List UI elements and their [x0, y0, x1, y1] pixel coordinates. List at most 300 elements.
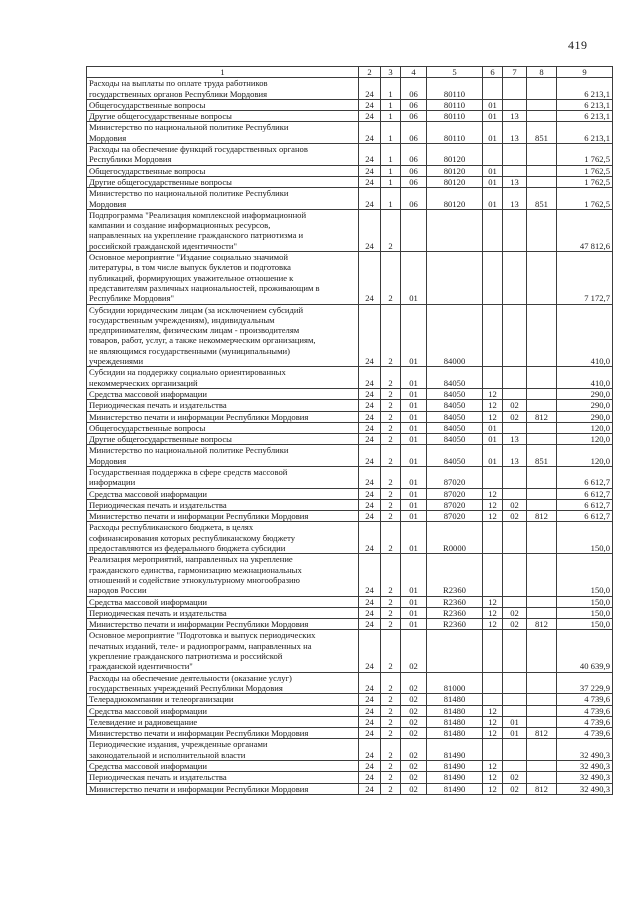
code-cell-c5: 81490: [427, 739, 483, 761]
amount-cell: 6 612,7: [557, 511, 613, 522]
code-cell-c7: [503, 739, 527, 761]
code-cell-c8: [527, 772, 557, 783]
code-cell-c2: 24: [359, 78, 381, 100]
code-cell-c7: [503, 694, 527, 705]
amount-cell: 6 612,7: [557, 499, 613, 510]
amount-cell: 290,0: [557, 400, 613, 411]
code-cell-c4: 01: [401, 411, 427, 422]
code-cell-c3: 2: [381, 761, 401, 772]
code-cell-c2: 24: [359, 488, 381, 499]
header-cell-col-5: 5: [427, 67, 483, 78]
header-cell-col-3: 3: [381, 67, 401, 78]
code-cell-c7: [503, 252, 527, 304]
header-cell-col-9: 9: [557, 67, 613, 78]
code-cell-c8: 851: [527, 445, 557, 467]
row-name-cell: Средства массовой информации: [87, 596, 359, 607]
code-cell-c2: 24: [359, 422, 381, 433]
code-cell-c5: 80110: [427, 111, 483, 122]
code-cell-c3: 2: [381, 411, 401, 422]
code-cell-c7: 02: [503, 499, 527, 510]
row-name-cell: Телерадиокомпании и телеорганизации: [87, 694, 359, 705]
code-cell-c7: 13: [503, 188, 527, 210]
code-cell-c5: 84050: [427, 434, 483, 445]
code-cell-c3: 2: [381, 672, 401, 694]
amount-cell: 1 762,5: [557, 188, 613, 210]
code-cell-c4: 01: [401, 304, 427, 367]
amount-cell: 6 213,1: [557, 78, 613, 100]
amount-cell: 4 739,6: [557, 716, 613, 727]
code-cell-c3: 2: [381, 252, 401, 304]
code-cell-c4: 06: [401, 165, 427, 176]
code-cell-c6: 01: [483, 165, 503, 176]
row-name-cell: Телевидение и радиовещание: [87, 716, 359, 727]
row-name-cell: Министерство по национальной политике Республики Мордовия: [87, 188, 359, 210]
code-cell-c2: 24: [359, 176, 381, 187]
row-name-cell: Субсидии юридическим лицам (за исключением субсидий государственным учреждениям), индивидуальным предпринимателям, физическим лицам - производителям товаров, работ, услуг, а также некоммерческим организациям, не являющимся государственными (муниципальными) учреждениями: [87, 304, 359, 367]
code-cell-c2: 24: [359, 209, 381, 251]
code-cell-c6: [483, 672, 503, 694]
budget-table-container: [86, 66, 612, 795]
table-row: [87, 630, 613, 672]
table-row: [87, 176, 613, 187]
code-cell-c5: 84050: [427, 411, 483, 422]
code-cell-c6: 01: [483, 445, 503, 467]
amount-cell: 6 213,1: [557, 122, 613, 144]
table-row: [87, 739, 613, 761]
table-row: [87, 772, 613, 783]
code-cell-c3: 1: [381, 78, 401, 100]
code-cell-c5: 80120: [427, 176, 483, 187]
code-cell-c8: [527, 672, 557, 694]
code-cell-c7: [503, 209, 527, 251]
code-cell-c2: 24: [359, 705, 381, 716]
code-cell-c6: 12: [483, 488, 503, 499]
code-cell-c4: 01: [401, 554, 427, 596]
code-cell-c5: R2360: [427, 596, 483, 607]
code-cell-c2: 24: [359, 522, 381, 554]
code-cell-c4: 06: [401, 144, 427, 166]
table-row: [87, 252, 613, 304]
code-cell-c6: 01: [483, 188, 503, 210]
amount-cell: 410,0: [557, 367, 613, 389]
code-cell-c2: 24: [359, 466, 381, 488]
table-row: [87, 422, 613, 433]
code-cell-c4: 06: [401, 78, 427, 100]
code-cell-c8: [527, 304, 557, 367]
amount-cell: 32 490,3: [557, 772, 613, 783]
table-row: [87, 144, 613, 166]
code-cell-c5: 84050: [427, 422, 483, 433]
header-cell-col-7: 7: [503, 67, 527, 78]
row-name-cell: Расходы республиканского бюджета, в целях софинансирования которых республиканскому бюджету предоставляются из федерального бюджета субсидии: [87, 522, 359, 554]
row-name-cell: Периодическая печать и издательства: [87, 499, 359, 510]
code-cell-c2: 24: [359, 99, 381, 110]
code-cell-c6: [483, 739, 503, 761]
code-cell-c2: 24: [359, 630, 381, 672]
code-cell-c5: 84050: [427, 445, 483, 467]
code-cell-c4: 01: [401, 522, 427, 554]
code-cell-c5: 80110: [427, 99, 483, 110]
amount-cell: 290,0: [557, 411, 613, 422]
code-cell-c7: [503, 367, 527, 389]
code-cell-c7: 02: [503, 783, 527, 794]
table-row: [87, 522, 613, 554]
amount-cell: 40 639,9: [557, 630, 613, 672]
code-cell-c6: 12: [483, 400, 503, 411]
table-row: [87, 122, 613, 144]
code-cell-c8: [527, 716, 557, 727]
table-row: [87, 672, 613, 694]
code-cell-c8: [527, 694, 557, 705]
code-cell-c3: 2: [381, 716, 401, 727]
code-cell-c4: [401, 209, 427, 251]
code-cell-c7: 13: [503, 122, 527, 144]
code-cell-c8: [527, 400, 557, 411]
table-row: [87, 728, 613, 739]
code-cell-c6: 12: [483, 705, 503, 716]
code-cell-c7: [503, 144, 527, 166]
code-cell-c5: [427, 630, 483, 672]
code-cell-c3: 2: [381, 728, 401, 739]
code-cell-c2: 24: [359, 772, 381, 783]
code-cell-c3: 2: [381, 434, 401, 445]
budget-table: [86, 66, 613, 795]
code-cell-c3: 2: [381, 694, 401, 705]
table-row: [87, 783, 613, 794]
row-name-cell: Расходы на обеспечение деятельности (оказание услуг) государственных учреждений Республики Мордовия: [87, 672, 359, 694]
table-header-row: [87, 67, 613, 78]
code-cell-c4: 01: [401, 388, 427, 399]
amount-cell: 120,0: [557, 422, 613, 433]
code-cell-c6: 12: [483, 388, 503, 399]
code-cell-c3: 2: [381, 499, 401, 510]
code-cell-c5: [427, 209, 483, 251]
code-cell-c8: [527, 165, 557, 176]
code-cell-c7: [503, 488, 527, 499]
code-cell-c8: 812: [527, 619, 557, 630]
code-cell-c7: 13: [503, 434, 527, 445]
table-row: [87, 716, 613, 727]
table-row: [87, 411, 613, 422]
amount-cell: 150,0: [557, 522, 613, 554]
code-cell-c4: 01: [401, 488, 427, 499]
page-number: 419: [568, 38, 588, 52]
code-cell-c3: 2: [381, 607, 401, 618]
table-row: [87, 400, 613, 411]
amount-cell: 150,0: [557, 607, 613, 618]
code-cell-c5: 80120: [427, 165, 483, 176]
code-cell-c5: [427, 252, 483, 304]
row-name-cell: Общегосударственные вопросы: [87, 422, 359, 433]
code-cell-c7: [503, 630, 527, 672]
code-cell-c2: 24: [359, 728, 381, 739]
code-cell-c8: [527, 522, 557, 554]
code-cell-c2: 24: [359, 122, 381, 144]
code-cell-c4: 01: [401, 434, 427, 445]
code-cell-c5: 81000: [427, 672, 483, 694]
code-cell-c4: 01: [401, 511, 427, 522]
code-cell-c4: 01: [401, 466, 427, 488]
amount-cell: 150,0: [557, 619, 613, 630]
code-cell-c6: 01: [483, 422, 503, 433]
code-cell-c8: [527, 705, 557, 716]
code-cell-c6: 12: [483, 411, 503, 422]
code-cell-c7: [503, 596, 527, 607]
code-cell-c5: 80110: [427, 78, 483, 100]
code-cell-c5: 81490: [427, 761, 483, 772]
code-cell-c3: 2: [381, 630, 401, 672]
code-cell-c4: 02: [401, 772, 427, 783]
row-name-cell: Общегосударственные вопросы: [87, 99, 359, 110]
code-cell-c6: 01: [483, 99, 503, 110]
code-cell-c5: 81490: [427, 783, 483, 794]
code-cell-c7: [503, 78, 527, 100]
code-cell-c4: 01: [401, 445, 427, 467]
code-cell-c8: [527, 176, 557, 187]
code-cell-c4: 06: [401, 188, 427, 210]
table-row: [87, 619, 613, 630]
code-cell-c3: 2: [381, 445, 401, 467]
code-cell-c6: 12: [483, 772, 503, 783]
row-name-cell: Государственная поддержка в сфере средств массовой информации: [87, 466, 359, 488]
code-cell-c2: 24: [359, 111, 381, 122]
code-cell-c6: 12: [483, 716, 503, 727]
table-row: [87, 596, 613, 607]
row-name-cell: Средства массовой информации: [87, 705, 359, 716]
table-row: [87, 466, 613, 488]
row-name-cell: Средства массовой информации: [87, 761, 359, 772]
code-cell-c5: 81480: [427, 705, 483, 716]
code-cell-c7: [503, 99, 527, 110]
code-cell-c4: 01: [401, 422, 427, 433]
header-cell-col-4: 4: [401, 67, 427, 78]
code-cell-c3: 2: [381, 739, 401, 761]
code-cell-c8: [527, 422, 557, 433]
code-cell-c4: 01: [401, 607, 427, 618]
code-cell-c5: 84050: [427, 367, 483, 389]
row-name-cell: Министерство печати и информации Республики Мордовия: [87, 619, 359, 630]
row-name-cell: Министерство печати и информации Республики Мордовия: [87, 411, 359, 422]
code-cell-c7: 01: [503, 716, 527, 727]
amount-cell: 37 229,9: [557, 672, 613, 694]
code-cell-c7: 02: [503, 400, 527, 411]
code-cell-c6: [483, 466, 503, 488]
table-row: [87, 694, 613, 705]
code-cell-c7: 13: [503, 176, 527, 187]
code-cell-c2: 24: [359, 188, 381, 210]
code-cell-c3: 1: [381, 176, 401, 187]
code-cell-c3: 1: [381, 165, 401, 176]
table-row: [87, 367, 613, 389]
code-cell-c6: 01: [483, 122, 503, 144]
code-cell-c2: 24: [359, 739, 381, 761]
table-row: [87, 111, 613, 122]
table-body: [87, 78, 613, 795]
code-cell-c3: 1: [381, 122, 401, 144]
row-name-cell: Другие общегосударственные вопросы: [87, 434, 359, 445]
code-cell-c2: 24: [359, 619, 381, 630]
row-name-cell: Подпрограмма "Реализация комплексной информационной кампании и создание информационных ресурсов, направленных на укрепление гражданского патриотизма и российской гражданской идентичности": [87, 209, 359, 251]
code-cell-c7: 02: [503, 511, 527, 522]
code-cell-c6: [483, 252, 503, 304]
code-cell-c2: 24: [359, 607, 381, 618]
code-cell-c6: 01: [483, 434, 503, 445]
code-cell-c7: [503, 165, 527, 176]
code-cell-c7: 02: [503, 411, 527, 422]
code-cell-c8: [527, 99, 557, 110]
code-cell-c5: 80110: [427, 122, 483, 144]
code-cell-c4: 02: [401, 783, 427, 794]
code-cell-c2: 24: [359, 554, 381, 596]
table-row: [87, 188, 613, 210]
code-cell-c3: 1: [381, 188, 401, 210]
code-cell-c3: 2: [381, 488, 401, 499]
code-cell-c8: 851: [527, 122, 557, 144]
code-cell-c6: [483, 304, 503, 367]
code-cell-c4: 01: [401, 400, 427, 411]
table-row: [87, 607, 613, 618]
code-cell-c5: 84050: [427, 400, 483, 411]
table-row: [87, 78, 613, 100]
code-cell-c4: 06: [401, 122, 427, 144]
table-row: [87, 554, 613, 596]
code-cell-c7: 02: [503, 607, 527, 618]
code-cell-c8: 812: [527, 728, 557, 739]
table-row: [87, 511, 613, 522]
code-cell-c6: [483, 209, 503, 251]
code-cell-c5: 80120: [427, 188, 483, 210]
code-cell-c3: 2: [381, 619, 401, 630]
code-cell-c3: 2: [381, 783, 401, 794]
code-cell-c2: 24: [359, 511, 381, 522]
row-name-cell: Расходы на обеспечение функций государственных органов Республики Мордовия: [87, 144, 359, 166]
code-cell-c3: 2: [381, 466, 401, 488]
code-cell-c2: 24: [359, 388, 381, 399]
amount-cell: 1 762,5: [557, 176, 613, 187]
row-name-cell: Периодические издания, учрежденные органами законодательной и исполнительной власти: [87, 739, 359, 761]
row-name-cell: Общегосударственные вопросы: [87, 165, 359, 176]
code-cell-c3: 2: [381, 522, 401, 554]
code-cell-c3: 2: [381, 209, 401, 251]
code-cell-c4: 01: [401, 596, 427, 607]
amount-cell: 4 739,6: [557, 694, 613, 705]
header-cell-col-1: 1: [87, 67, 359, 78]
code-cell-c5: 87020: [427, 466, 483, 488]
row-name-cell: Министерство печати и информации Республики Мордовия: [87, 728, 359, 739]
code-cell-c4: 02: [401, 705, 427, 716]
amount-cell: 120,0: [557, 445, 613, 467]
code-cell-c6: 12: [483, 596, 503, 607]
code-cell-c5: 87020: [427, 488, 483, 499]
code-cell-c2: 24: [359, 367, 381, 389]
amount-cell: 1 762,5: [557, 165, 613, 176]
amount-cell: 120,0: [557, 434, 613, 445]
code-cell-c7: [503, 522, 527, 554]
row-name-cell: Средства массовой информации: [87, 388, 359, 399]
code-cell-c2: 24: [359, 434, 381, 445]
code-cell-c7: 13: [503, 445, 527, 467]
code-cell-c2: 24: [359, 445, 381, 467]
code-cell-c2: 24: [359, 304, 381, 367]
amount-cell: 47 812,6: [557, 209, 613, 251]
code-cell-c5: 81480: [427, 694, 483, 705]
row-name-cell: Основное мероприятие "Издание социально значимой литературы, в том числе выпуск буклетов и подготовка публикаций, формирующих уважительное отношение к представителям различных национальностей, проживающим в Республике Мордовия": [87, 252, 359, 304]
row-name-cell: Другие общегосударственные вопросы: [87, 111, 359, 122]
code-cell-c6: [483, 144, 503, 166]
table-row: [87, 304, 613, 367]
code-cell-c3: 1: [381, 144, 401, 166]
code-cell-c4: 01: [401, 499, 427, 510]
code-cell-c7: [503, 304, 527, 367]
code-cell-c4: 02: [401, 716, 427, 727]
row-name-cell: Субсидии на поддержку социально ориентированных некоммерческих организаций: [87, 367, 359, 389]
code-cell-c8: [527, 596, 557, 607]
code-cell-c7: 02: [503, 619, 527, 630]
code-cell-c8: [527, 488, 557, 499]
code-cell-c3: 2: [381, 367, 401, 389]
code-cell-c8: [527, 607, 557, 618]
header-cell-col-6: 6: [483, 67, 503, 78]
amount-cell: 6 612,7: [557, 466, 613, 488]
code-cell-c8: [527, 630, 557, 672]
code-cell-c8: [527, 252, 557, 304]
code-cell-c8: [527, 209, 557, 251]
row-name-cell: Периодическая печать и издательства: [87, 607, 359, 618]
code-cell-c6: [483, 554, 503, 596]
table-row: [87, 705, 613, 716]
row-name-cell: Министерство по национальной политике Республики Мордовия: [87, 122, 359, 144]
code-cell-c6: 12: [483, 511, 503, 522]
code-cell-c7: 13: [503, 111, 527, 122]
code-cell-c8: [527, 466, 557, 488]
code-cell-c4: 01: [401, 367, 427, 389]
table-row: [87, 499, 613, 510]
code-cell-c2: 24: [359, 716, 381, 727]
code-cell-c2: 24: [359, 694, 381, 705]
code-cell-c4: 06: [401, 176, 427, 187]
amount-cell: 6 213,1: [557, 111, 613, 122]
code-cell-c2: 24: [359, 596, 381, 607]
code-cell-c5: 87020: [427, 499, 483, 510]
code-cell-c6: [483, 630, 503, 672]
code-cell-c4: 06: [401, 99, 427, 110]
amount-cell: 32 490,3: [557, 783, 613, 794]
code-cell-c2: 24: [359, 672, 381, 694]
code-cell-c6: [483, 522, 503, 554]
code-cell-c5: 80120: [427, 144, 483, 166]
code-cell-c4: 02: [401, 761, 427, 772]
row-name-cell: Расходы на выплаты по оплате труда работников государственных органов Республики Мордовия: [87, 78, 359, 100]
code-cell-c8: [527, 739, 557, 761]
code-cell-c6: 12: [483, 761, 503, 772]
code-cell-c5: R2360: [427, 619, 483, 630]
code-cell-c6: [483, 694, 503, 705]
amount-cell: 32 490,3: [557, 739, 613, 761]
code-cell-c4: 02: [401, 728, 427, 739]
code-cell-c2: 24: [359, 144, 381, 166]
code-cell-c3: 2: [381, 304, 401, 367]
code-cell-c5: R2360: [427, 607, 483, 618]
code-cell-c3: 2: [381, 554, 401, 596]
code-cell-c3: 2: [381, 422, 401, 433]
table-row: [87, 761, 613, 772]
amount-cell: 6 213,1: [557, 99, 613, 110]
code-cell-c6: [483, 78, 503, 100]
table-row: [87, 434, 613, 445]
amount-cell: 150,0: [557, 596, 613, 607]
code-cell-c3: 1: [381, 111, 401, 122]
table-row: [87, 388, 613, 399]
